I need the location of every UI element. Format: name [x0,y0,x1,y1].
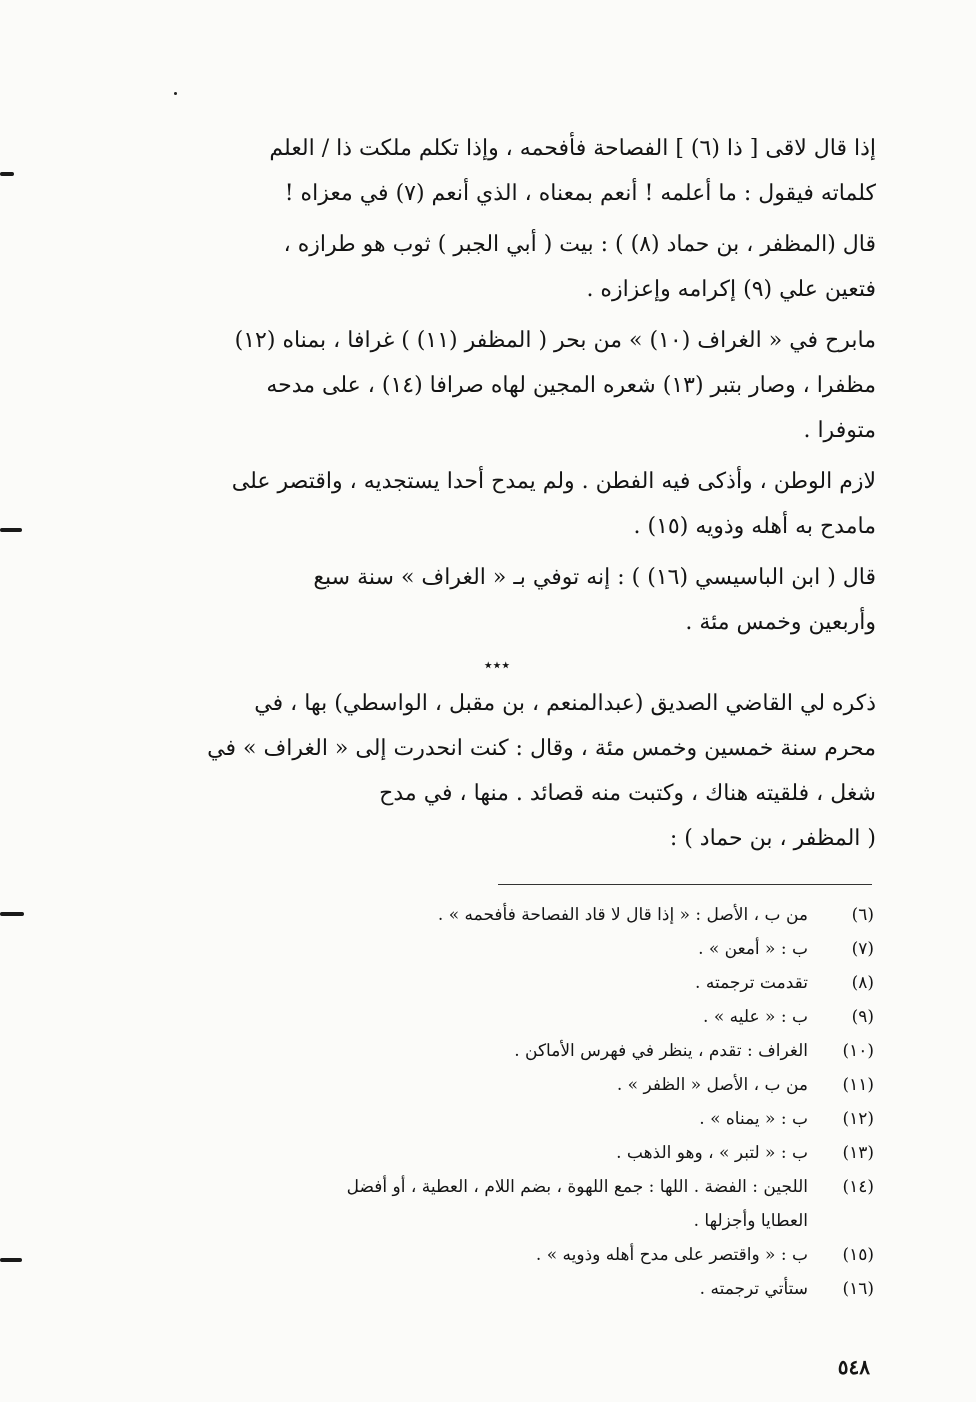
footnote-line: ب : « يمناه » . [699,1109,808,1129]
footnote-line: اللجين : الفضة . اللها : جمع اللهوة ، بضم اللام ، العطية ، أو أفضل [346,1177,808,1197]
footnote-number: (١٤) [842,1177,874,1197]
text-line: قال (المظفر ، بن حماد (٨) ) : بيت ( أبي الجبر ) ثوب هو طرازه ، [283,232,876,257]
footnote-number: (١١) [842,1075,874,1095]
stray-dot [174,92,177,95]
text-line: إذا قال لاقى [ ذا (٦) ] الفصاحة فأفحمه ، وإذا تكلم ملكت ذا / العلم [269,136,876,161]
text-line: مامدح به أهله وذويه (١٥) . [633,514,876,539]
footnote-number: (٩) [851,1007,874,1027]
footnote-number: (١٦) [842,1279,874,1299]
footnote-line: الغراف : تقدم ، ينظر في فهرس الأماكن . [514,1041,808,1061]
footnote-text [118,1170,808,1238]
footnote [118,1272,874,1306]
section-separator: ٭٭٭ [483,655,511,674]
text-line: فتعين علي (٩) إكرامه وإعزازه . [586,277,876,302]
paragraph [118,459,876,549]
footnote [118,932,874,966]
footnotes [118,898,874,1306]
footnote-line: ستأتي ترجمته . [699,1279,808,1299]
page-edge-mark [0,172,14,176]
footnote-text [118,1068,808,1102]
footnote-line: ب : « واقتصر على مدح أهله وذويه » . [535,1245,808,1265]
footnote [118,1170,874,1238]
footnote [118,1068,874,1102]
footnote [118,1136,874,1170]
text-line: مابرح في « الغراف (١٠) » من بحر ( المظفر (١١) ) غرافا ، بمناه (١٢) [234,328,876,353]
footnote-line: ب : « أمعن » . [698,939,808,959]
paragraph [118,681,876,861]
footnote-text [118,898,808,932]
page-edge-mark [0,912,24,916]
paragraph [118,222,876,312]
footnote-number: (١٢) [842,1109,874,1129]
footnote-text [118,1272,808,1306]
main-text [118,126,876,867]
footnote [118,1238,874,1272]
footnote-number: (١٣) [842,1143,874,1163]
text-line: متوفرا . [803,418,876,443]
text-line: ( المظفر ، بن حماد ) : [669,826,876,851]
footnote-number: (٦) [851,905,874,925]
footnote-line: من ب ، الأصل : « إذا قال لا قاد الفصاحة فأفحمه » . [437,905,808,925]
footnote-text [118,966,808,1000]
text-line: ذكره لي القاضي الصديق (عبدالمنعم ، بن مقبل ، الواسطي) بها ، في [254,691,876,716]
text-line: محرم سنة خمسين وخمس مئة ، وقال : كنت انحدرت إلى « الغراف » في [207,736,876,761]
footnote-text [118,1034,808,1068]
footnote [118,1034,874,1068]
text-line: كلماته فيقول : ما أعلمه ! أنعم بمعناه ، الذي أنعم (٧) في معزاه ! [284,181,876,206]
footnote-text [118,932,808,966]
footnote-line: ب : « عليه » . [703,1007,808,1027]
footnote-line: العطايا وأجزلها . [693,1211,808,1231]
paragraph [118,555,876,645]
footnote-line: ب : « لتبر » ، وهو الذهب . [616,1143,808,1163]
footnote-text [118,1238,808,1272]
footnote-text [118,1102,808,1136]
footnote-line: من ب ، الأصل « الظفر » . [616,1075,808,1095]
footnote [118,1000,874,1034]
paragraph [118,318,876,453]
footnote [118,898,874,932]
text-line: مظفرا ، وصار بتبر (١٣) شعره المجين لهاه صرافا (١٤) ، على مدحه [266,373,876,398]
text-line: وأربعين وخمس مئة . [685,610,876,635]
footnote-number: (٨) [851,973,874,993]
footnote-divider [498,884,872,885]
footnote-number: (١٠) [842,1041,874,1061]
page-edge-mark [0,1258,22,1262]
footnote-text [118,1136,808,1170]
footnote-text [118,1000,808,1034]
text-line: لازم الوطن ، وأذكى فيه الفطن . ولم يمدح أحدا يستجديه ، واقتصر على [231,469,876,494]
footnote-number: (٧) [851,939,874,959]
paragraph [118,126,876,216]
text-line: شغل ، فلقيته هناك ، وكتبت منه قصائد . منها ، في مدح [379,781,876,806]
footnote [118,966,874,1000]
page-edge-mark [0,528,22,532]
footnote [118,1102,874,1136]
text-line: قال ( ابن الباسيسي (١٦) ) : إنه توفي بـ « الغراف » سنة سبع [313,565,876,590]
page-number: ٥٤٨ [837,1355,870,1379]
footnote-number: (١٥) [842,1245,874,1265]
footnote-line: تقدمت ترجمته . [695,973,808,993]
